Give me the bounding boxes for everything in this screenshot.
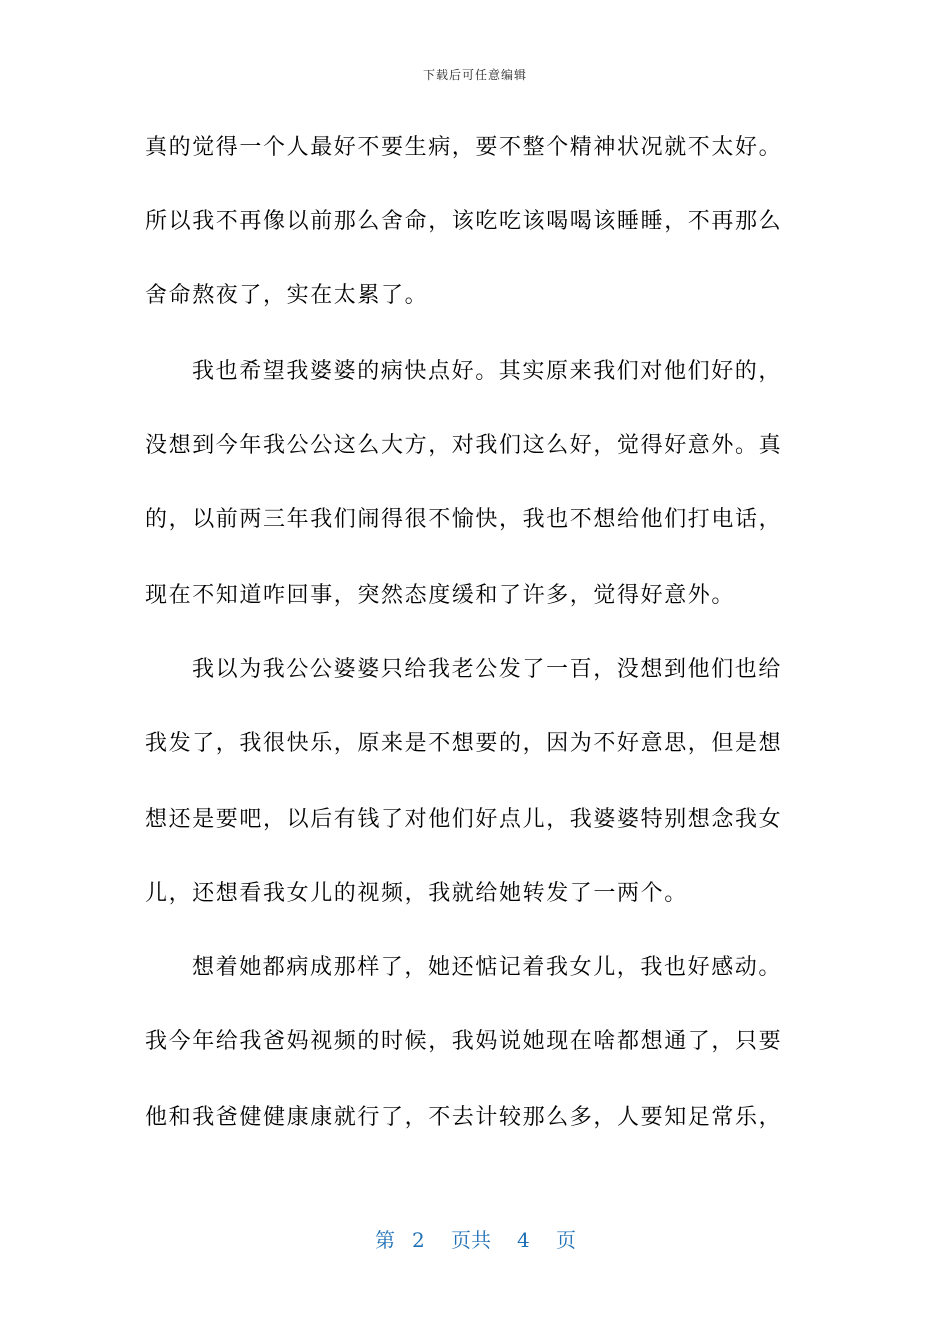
text-line: 真的觉得一个人最好不要生病，要不整个精神状况就不太好。 [145,135,783,160]
text-line: 我今年给我爸妈视频的时候，我妈说她现在啥都想通了，只要 [145,1029,783,1054]
text-line: 我以为我公公婆婆只给我老公发了一百，没想到他们也给 [192,657,783,682]
footer-total-pages: 4 [517,1228,530,1252]
page-header: 下载后可任意编辑 [422,68,527,82]
footer-page-prefix: 第 [375,1228,395,1252]
text-line: 我发了，我很快乐，原来是不想要的，因为不好意思，但是想 [145,731,783,756]
text-line: 想还是要吧，以后有钱了对他们好点儿，我婆婆特别想念我女 [145,807,783,832]
footer-page-mid: 页共 [451,1228,491,1252]
text-line: 舍命熬夜了，实在太累了。 [145,283,429,308]
text-line: 现在不知道咋回事，突然态度缓和了许多，觉得好意外。 [145,583,736,608]
footer-current-page: 2 [412,1228,425,1252]
text-line: 想着她都病成那样了，她还惦记着我女儿，我也好感动。 [192,955,783,980]
text-line: 的，以前两三年我们闹得很不愉快，我也不想给他们打电话， [145,507,783,532]
text-line: 我也希望我婆婆的病快点好。其实原来我们对他们好的， [192,359,783,384]
text-line: 儿，还想看我女儿的视频，我就给她转发了一两个。 [145,881,688,906]
page-footer [0,1226,950,1254]
footer-page-suffix: 页 [556,1228,576,1252]
text-line: 他和我爸健健康康就行了，不去计较那么多，人要知足常乐， [145,1105,783,1130]
text-line: 所以我不再像以前那么舍命，该吃吃该喝喝该睡睡，不再那么 [145,209,783,234]
text-line: 没想到今年我公公这么大方，对我们这么好，觉得好意外。真 [145,433,783,458]
